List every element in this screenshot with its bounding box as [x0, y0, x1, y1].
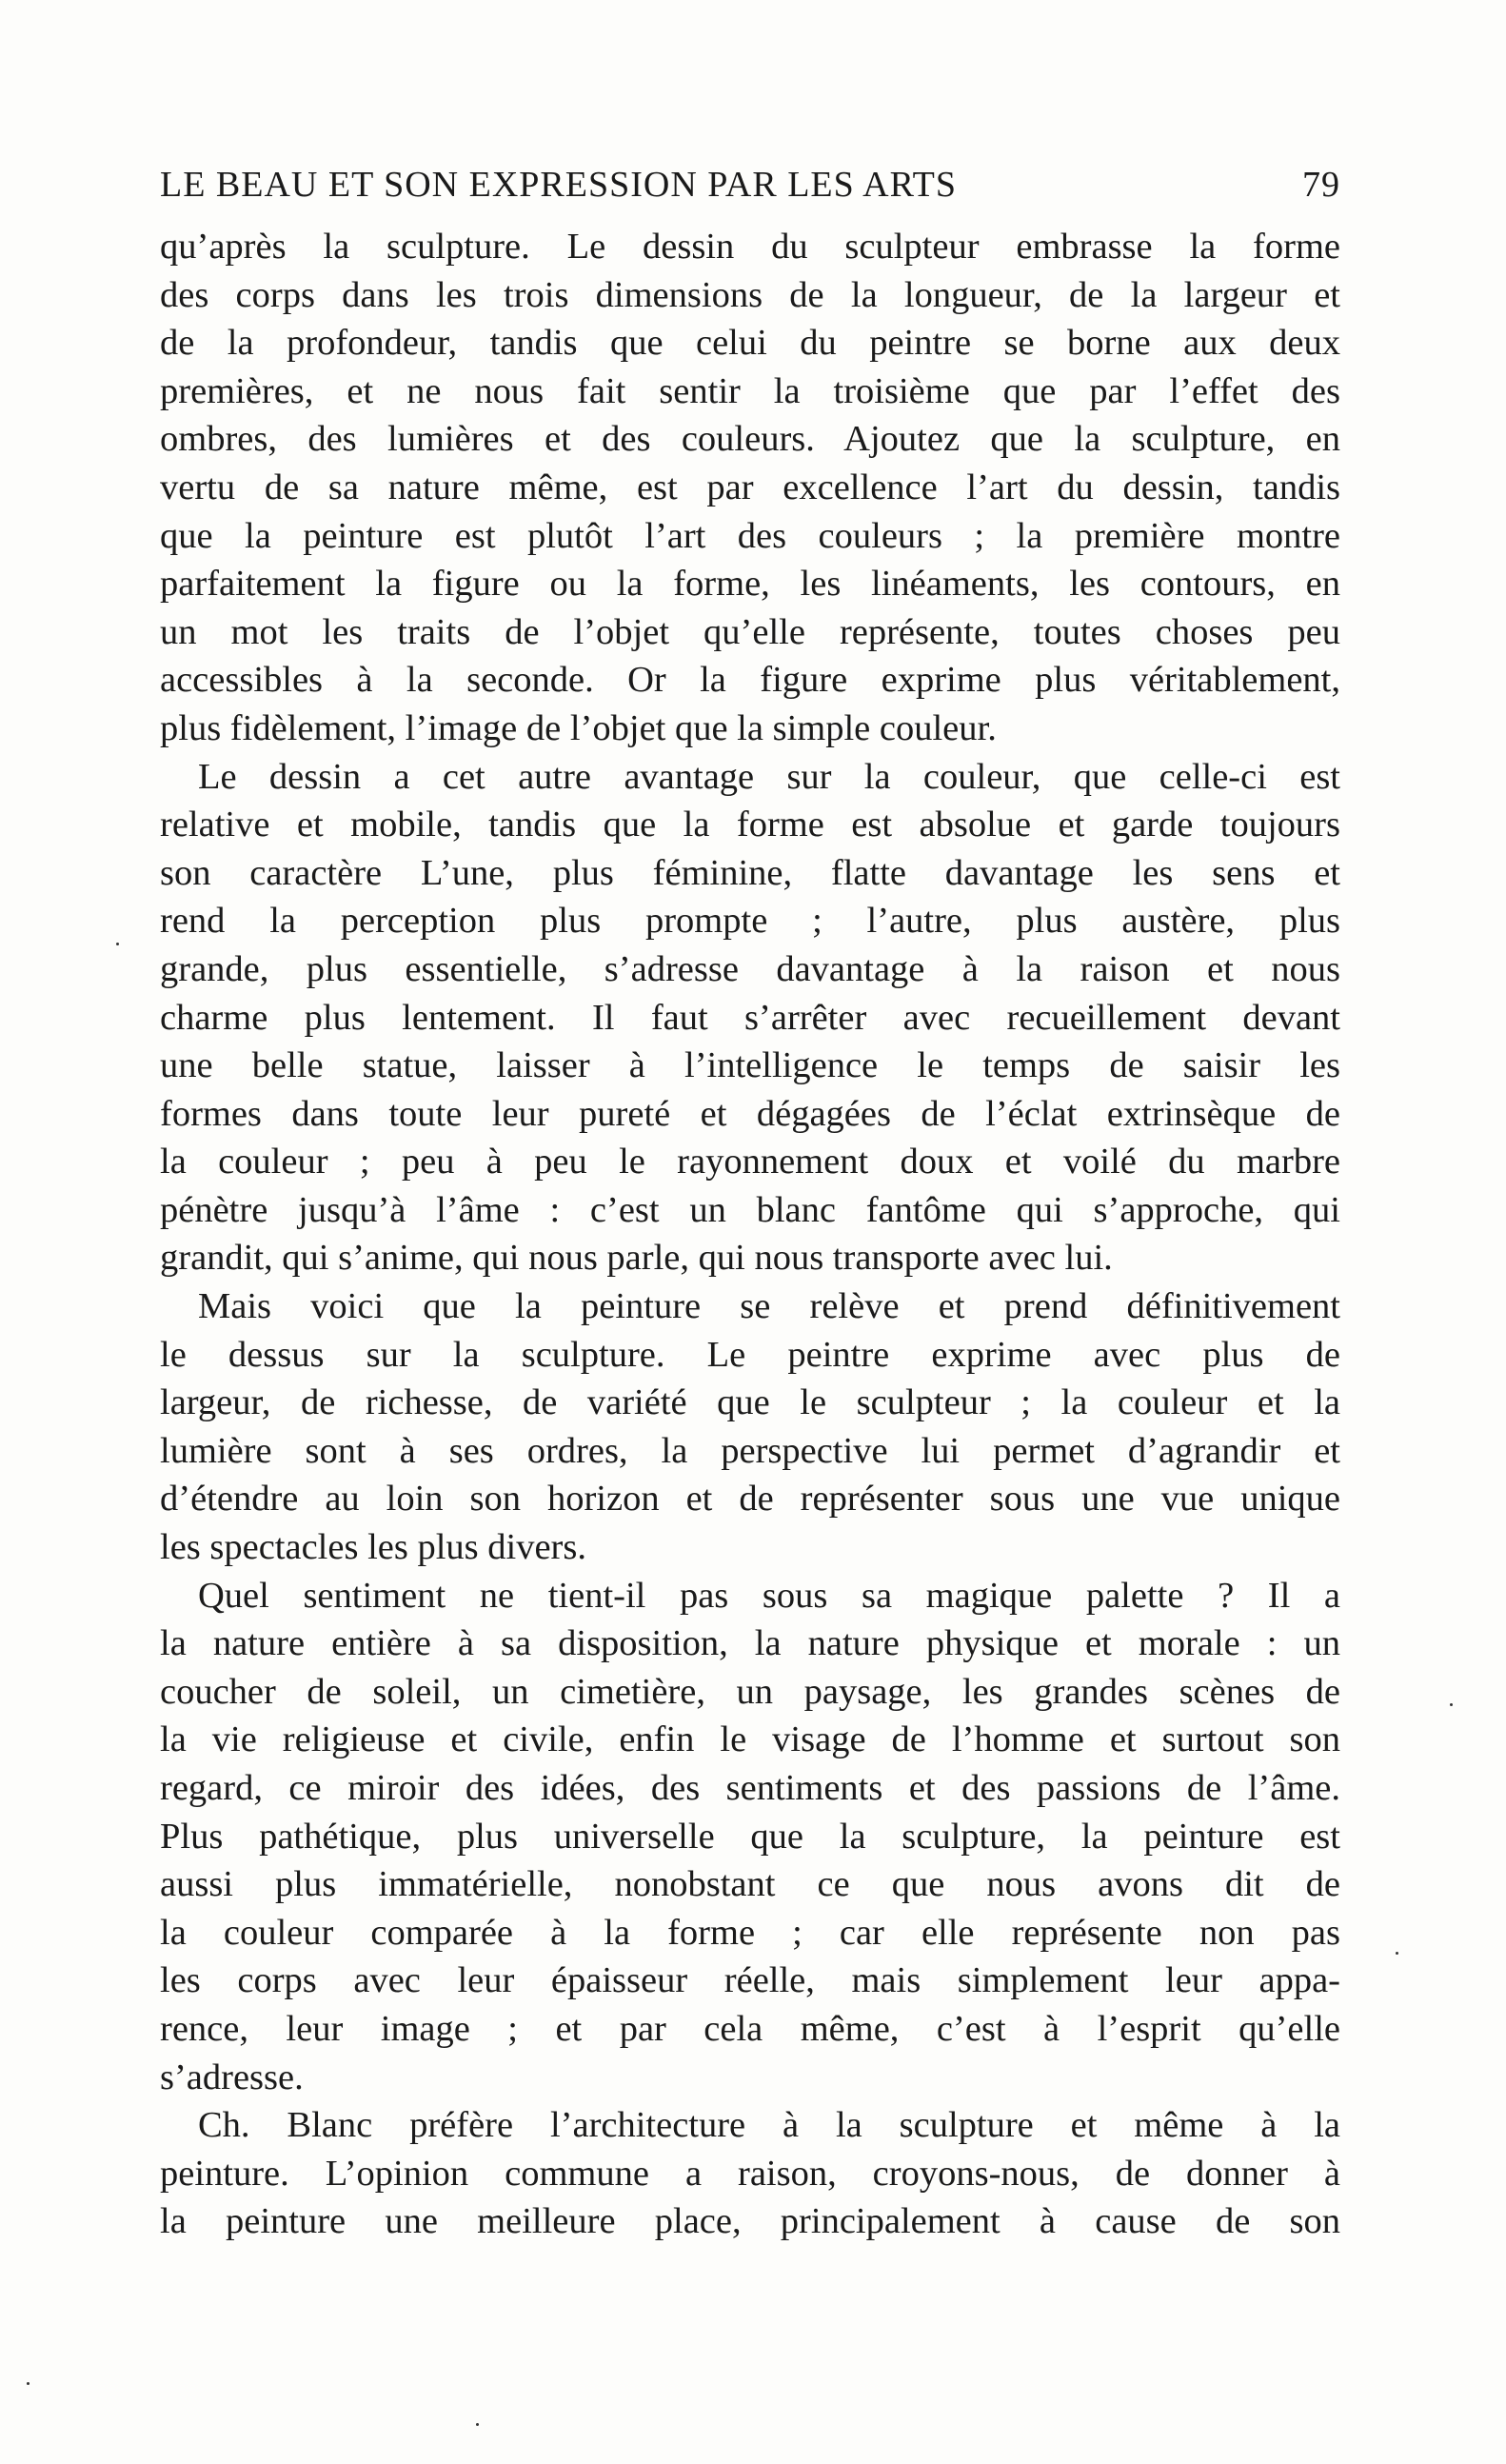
text-line: que la peinture est plutôt l’art des couleurs ; la première montre [160, 515, 1340, 556]
text-line: charme plus lentement. Il faut s’arrêter avec recueillement devant [160, 997, 1340, 1038]
text-line: parfaitement la figure ou la forme, les linéaments, les contours, en [160, 564, 1340, 605]
text-line: grande, plus essentielle, s’adresse davantage à la raison et nous [160, 948, 1340, 989]
text-line: rence, leur image ; et par cela même, c’est à l’esprit qu’elle [160, 2008, 1340, 2049]
text-line: aussi plus immatérielle, nonobstant ce que nous avons dit de [160, 1864, 1340, 1905]
text-line: la nature entière à sa disposition, la nature physique et morale : un [160, 1623, 1340, 1664]
text-line: peinture. L’opinion commune a raison, croyons-nous, de donner à [160, 2153, 1340, 2194]
print-speck [27, 2382, 30, 2385]
text-line: grandit, qui s’anime, qui nous parle, qui nous transporte avec lui. [160, 1238, 1113, 1279]
text-line: regard, ce miroir des idées, des sentiments et des passions de l’âme. [160, 1768, 1340, 1808]
text-line: vertu de sa nature même, est par excellence l’art du dessin, tandis [160, 467, 1340, 507]
text-line: rend la perception plus prompte ; l’autre, plus austère, plus [160, 901, 1340, 942]
body-text [160, 223, 1340, 2246]
print-speck [476, 2423, 479, 2426]
text-line: lumière sont à ses ordres, la perspective lui permet d’agrandir et [160, 1430, 1340, 1471]
text-line: les spectacles les plus divers. [160, 1527, 586, 1568]
text-line: formes dans toute leur pureté et dégagées de l’éclat extrinsèque de [160, 1093, 1340, 1134]
text-line: Quel sentiment ne tient-il pas sous sa magique palette ? Il a [198, 1575, 1340, 1616]
text-line: ombres, des lumières et des couleurs. Ajoutez que la sculpture, en [160, 419, 1340, 460]
text-line: largeur, de richesse, de variété que le sculpteur ; la couleur et la [160, 1382, 1340, 1423]
text-line: Le dessin a cet autre avantage sur la couleur, que celle-ci est [198, 756, 1340, 797]
text-line: une belle statue, laisser à l’intelligence le temps de saisir les [160, 1045, 1340, 1086]
text-line: de la profondeur, tandis que celui du peintre se borne aux deux [160, 323, 1340, 364]
text-line: Ch. Blanc préfère l’architecture à la sculpture et même à la [198, 2105, 1340, 2146]
text-line: d’étendre au loin son horizon et de représenter sous une vue unique [160, 1479, 1340, 1520]
text-line: plus fidèlement, l’image de l’objet que la simple couleur. [160, 707, 997, 748]
text-line: accessibles à la seconde. Or la figure exprime plus véritablement, [160, 660, 1340, 701]
text-line: pénètre jusqu’à l’âme : c’est un blanc fantôme qui s’approche, qui [160, 1189, 1340, 1230]
text-line: premières, et ne nous fait sentir la troisième que par l’effet des [160, 370, 1340, 411]
text-line: son caractère L’une, plus féminine, flatte davantage les sens et [160, 852, 1340, 893]
text-line: Plus pathétique, plus universelle que la sculpture, la peinture est [160, 1816, 1340, 1857]
text-line: qu’après la sculpture. Le dessin du sculpteur embrasse la forme [160, 227, 1340, 267]
text-line: relative et mobile, tandis que la forme est absolue et garde toujours [160, 805, 1340, 845]
text-line: un mot les traits de l’objet qu’elle représente, toutes choses peu [160, 611, 1340, 652]
print-speck [1396, 1952, 1398, 1955]
text-line: la vie religieuse et civile, enfin le visage de l’homme et surtout son [160, 1719, 1340, 1760]
page-header [160, 164, 1340, 213]
text-line: la couleur comparée à la forme ; car elle représente non pas [160, 1912, 1340, 1953]
text-line: les corps avec leur épaisseur réelle, mais simplement leur appa- [160, 1960, 1340, 2001]
print-speck [116, 943, 119, 945]
page-number: 79 [1302, 165, 1340, 205]
text-line: s’adresse. [160, 2057, 304, 2097]
text-line: le dessus sur la sculpture. Le peintre exprime avec plus de [160, 1334, 1340, 1375]
print-speck [1450, 1703, 1453, 1706]
text-line: la peinture une meilleure place, principalement à cause de son [160, 2201, 1340, 2242]
text-line: Mais voici que la peinture se relève et prend définitivement [198, 1286, 1340, 1327]
text-line: des corps dans les trois dimensions de la longueur, de la largeur et [160, 274, 1340, 315]
text-line: coucher de soleil, un cimetière, un paysage, les grandes scènes de [160, 1671, 1340, 1712]
running-title: LE BEAU ET SON EXPRESSION PAR LES ARTS [160, 165, 958, 205]
text-line: la couleur ; peu à peu le rayonnement doux et voilé du marbre [160, 1142, 1340, 1182]
